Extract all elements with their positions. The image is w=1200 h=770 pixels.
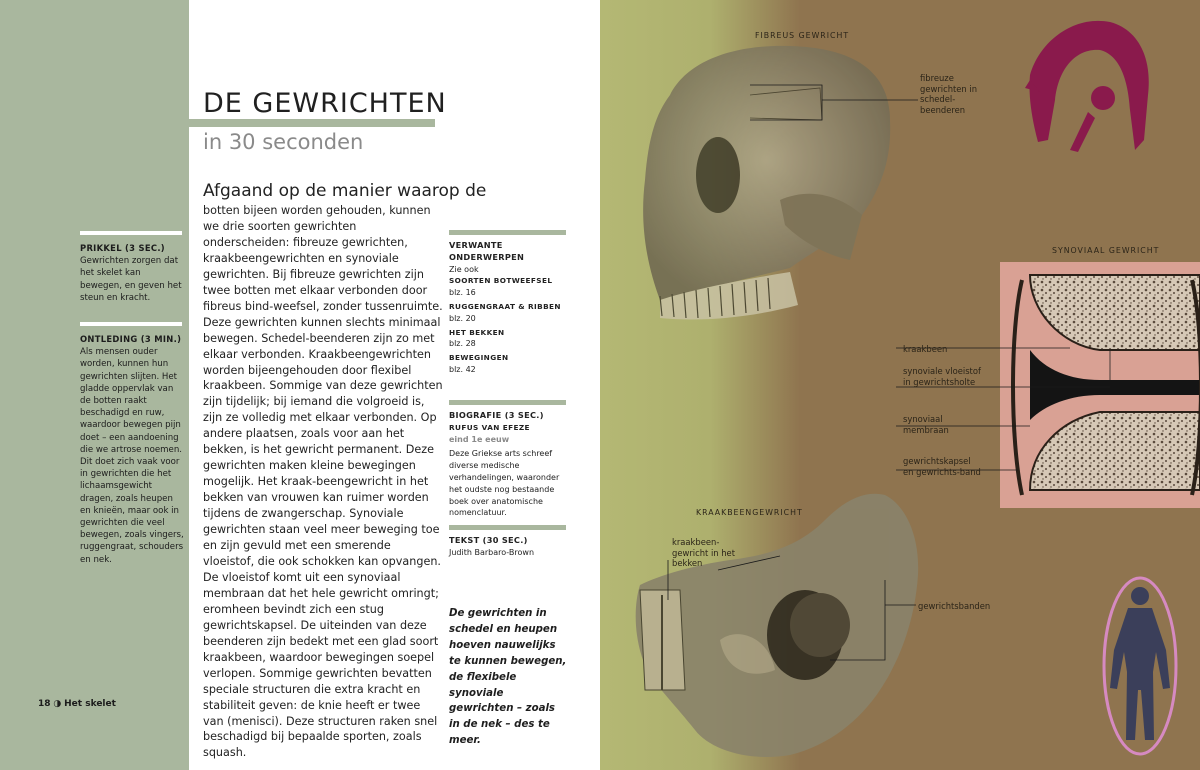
related-heading: VERWANTE ONDERWERPEN xyxy=(449,240,525,262)
caption-fibreus: FIBREUS GEWRICHT xyxy=(755,31,850,40)
ontleding-heading: ONTLEDING (3 MIN.) xyxy=(80,334,182,344)
label-fibreuze-gewrichten: fibreuze gewrichten in schedel-beenderen xyxy=(920,73,978,115)
related-item[interactable] xyxy=(449,327,567,351)
skull-illustration xyxy=(643,46,890,320)
folio xyxy=(38,699,116,709)
prikkel-text: Gewrichten zorgen dat het skelet kan bewegen, en geven het steun en kracht. xyxy=(80,256,182,303)
half-circle-icon: ◑ xyxy=(53,699,62,709)
related-item[interactable] xyxy=(449,275,567,299)
page-title: DE GEWRICHTEN xyxy=(203,88,447,119)
label-kraakbeengewricht-bekken: kraakbeen-gewricht in het bekken xyxy=(672,537,735,568)
label-synoviaal-membraan: synoviaal membraan xyxy=(903,414,949,435)
sidebar xyxy=(0,0,189,770)
bio-era: eind 1e eeuw xyxy=(449,434,510,444)
credit-rule xyxy=(449,525,566,530)
text-credit xyxy=(449,525,567,559)
related-topics xyxy=(449,230,567,376)
related-intro: Zie ook xyxy=(449,264,479,274)
related-item-title: SOORTEN BOTWEEFSEL xyxy=(449,276,553,286)
related-rule xyxy=(449,230,566,235)
related-item-page: blz. 42 xyxy=(449,364,476,374)
label-kraakbeen: kraakbeen xyxy=(903,344,948,354)
related-item-page: blz. 16 xyxy=(449,288,476,298)
related-item[interactable] xyxy=(449,301,567,325)
human-silhouette xyxy=(1110,587,1170,740)
illustration-drawing xyxy=(600,0,1200,770)
caption-kraakbeen: KRAAKBEENGEWRICHT xyxy=(696,508,803,517)
related-item-title: HET BEKKEN xyxy=(449,327,505,337)
ontleding-block xyxy=(80,322,184,566)
related-item-title: BEWEGINGEN xyxy=(449,353,509,363)
lead-text: Afgaand op de manier waarop de xyxy=(203,181,487,201)
bio-heading: BIOGRAFIE (3 SEC.) xyxy=(449,410,544,420)
synovial-joint-drawing xyxy=(1013,270,1200,500)
prikkel-rule xyxy=(80,231,182,235)
bio-name: RUFUS VAN EFEZE xyxy=(449,422,530,432)
backbend-figure xyxy=(1025,21,1149,152)
body-text: botten bijeen worden gehouden, kunnen we drie soorten gewrichten onderscheiden: fibreuze gewrichten, kraakbeengewrichten en synoviale gewrichten. Bij fibreuze gewrichten zijn twee botten met elkaar verbonden door fibreus bind-weefsel, zonder tussenruimte. Deze gewrichten kunnen slechts minimaal bewegen. Schedel-beenderen zijn zo met elkaar verbonden. Kraakbeengewrichten worden bijeengehouden door flexibel kraakbeen. Sommige van deze gewrichten zijn tijdelijk; bij iemand die volgroeid is, zijn ze volledig met elkaar verbonden. Op andere plaatsen, zoals voor aan het bekken, is het gewricht permanent. Deze gewrichten maken kleine bewegingen mogelijk. Het kraak-beengewricht in het bekken van vrouwen kan ruimer worden tijdens de zwangerschap. Synoviale gewrichten staan veel meer beweging toe en zijn gevuld met een smerende vloeistof, die ook schokken kan opvangen. De vloeistof komt uit een synoviaal membraan dat het hele gewricht omringt; eromheen bevindt zich een stug gewrichtskapsel. De uiteinden van deze beenderen zijn bedekt met een glad soort kraakbeen, waardoor bewegingen soepel verlopen. Sommige gewrichten bevatten speciale structuren die extra kracht en stabiliteit geven: de knie heeft er twee van (menisci). Deze structuren raken snel beschadigd bij bepaalde sporten, zoals squash. xyxy=(203,204,443,760)
related-item-page: blz. 20 xyxy=(449,313,476,323)
label-gewrichtskapsel: gewrichtskapsel en gewrichts-band xyxy=(903,456,981,477)
label-gewrichtsbanden: gewrichtsbanden xyxy=(918,601,991,611)
credit-author: Judith Barbaro-Brown xyxy=(449,547,535,557)
section-name: Het skelet xyxy=(64,699,116,709)
biography xyxy=(449,400,567,519)
credit-heading: TEKST (30 SEC.) xyxy=(449,535,528,545)
page-number: 18 xyxy=(38,699,51,709)
related-item-title: RUGGENGRAAT & RIBBEN xyxy=(449,301,561,311)
page-subtitle: in 30 seconden xyxy=(203,130,364,154)
pull-quote: De gewrichten in schedel en heupen hoeven nauwelijks te kunnen bewegen, de flexibele synoviale gewrichten – zoals in de nek – des te meer. xyxy=(449,608,567,747)
prikkel-block xyxy=(80,231,184,304)
bio-rule xyxy=(449,400,566,405)
related-item[interactable] xyxy=(449,352,567,376)
label-synoviale-vloeistof: synoviale vloeistof in gewrichtsholte xyxy=(903,366,981,387)
bio-text: Deze Griekse arts schreef diverse medische verhandelingen, waaronder het oudste nog bestaande boek over anatomische nomenclatuur. xyxy=(449,449,560,518)
illustration-plate xyxy=(600,0,1200,770)
caption-synoviaal: SYNOVIAAL GEWRICHT xyxy=(1052,246,1160,255)
title-rule xyxy=(189,119,435,127)
related-item-page: blz. 28 xyxy=(449,339,476,349)
ontleding-text: Als mensen ouder worden, kunnen hun gewrichten slijten. Het gladde oppervlak van de botten raakt beschadigd en ruw, waardoor bewegen pijn doet – een aandoening die we artrose noemen. Dit doet zich vaak voor in gewrichten die het lichaamsgewicht dragen, zoals heupen en knieën, maar ook in gewrichten die veel bewegen, zoals vingers, ruggengraat, schouders en nek. xyxy=(80,347,184,565)
prikkel-heading: PRIKKEL (3 SEC.) xyxy=(80,243,165,253)
ontleding-rule xyxy=(80,322,182,326)
